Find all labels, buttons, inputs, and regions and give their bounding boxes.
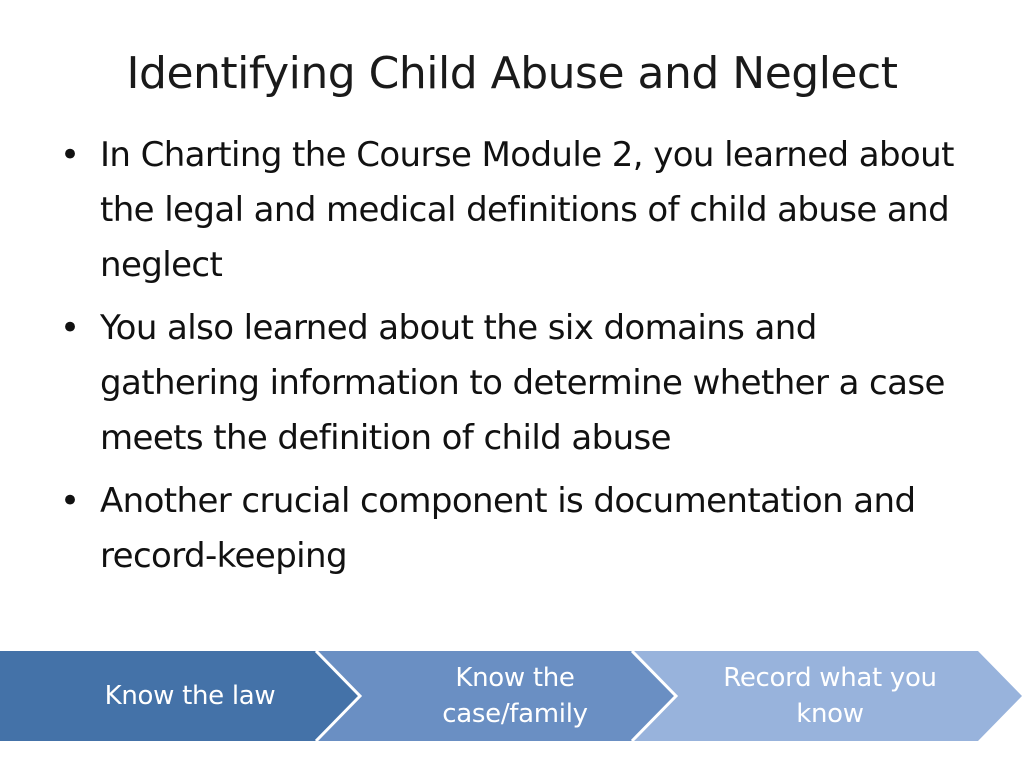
slide-title: Identifying Child Abuse and Neglect [126, 48, 898, 99]
bullet-text: Another crucial component is documentation and record-keeping [100, 481, 916, 576]
bullet-item [56, 301, 986, 466]
step-label-record-what-you-know: Record what you know [723, 663, 937, 729]
process-diagram [0, 651, 1024, 741]
bullet-dot-icon: • [60, 481, 80, 521]
bullet-item [56, 128, 986, 293]
bullet-dot-icon: • [60, 308, 80, 348]
bullet-item [56, 474, 986, 584]
step-label-know-the-case: Know the case/family [442, 663, 588, 729]
bullet-text: In Charting the Course Module 2, you learned about the legal and medical definitions of child abuse and neglect [100, 135, 954, 285]
bullet-dot-icon: • [60, 135, 80, 175]
bullet-text: You also learned about the six domains and gathering information to determine whether a case meets the definition of child abuse [100, 308, 945, 458]
step-label-know-the-law: Know the law [104, 681, 276, 711]
bullet-list [56, 128, 986, 592]
